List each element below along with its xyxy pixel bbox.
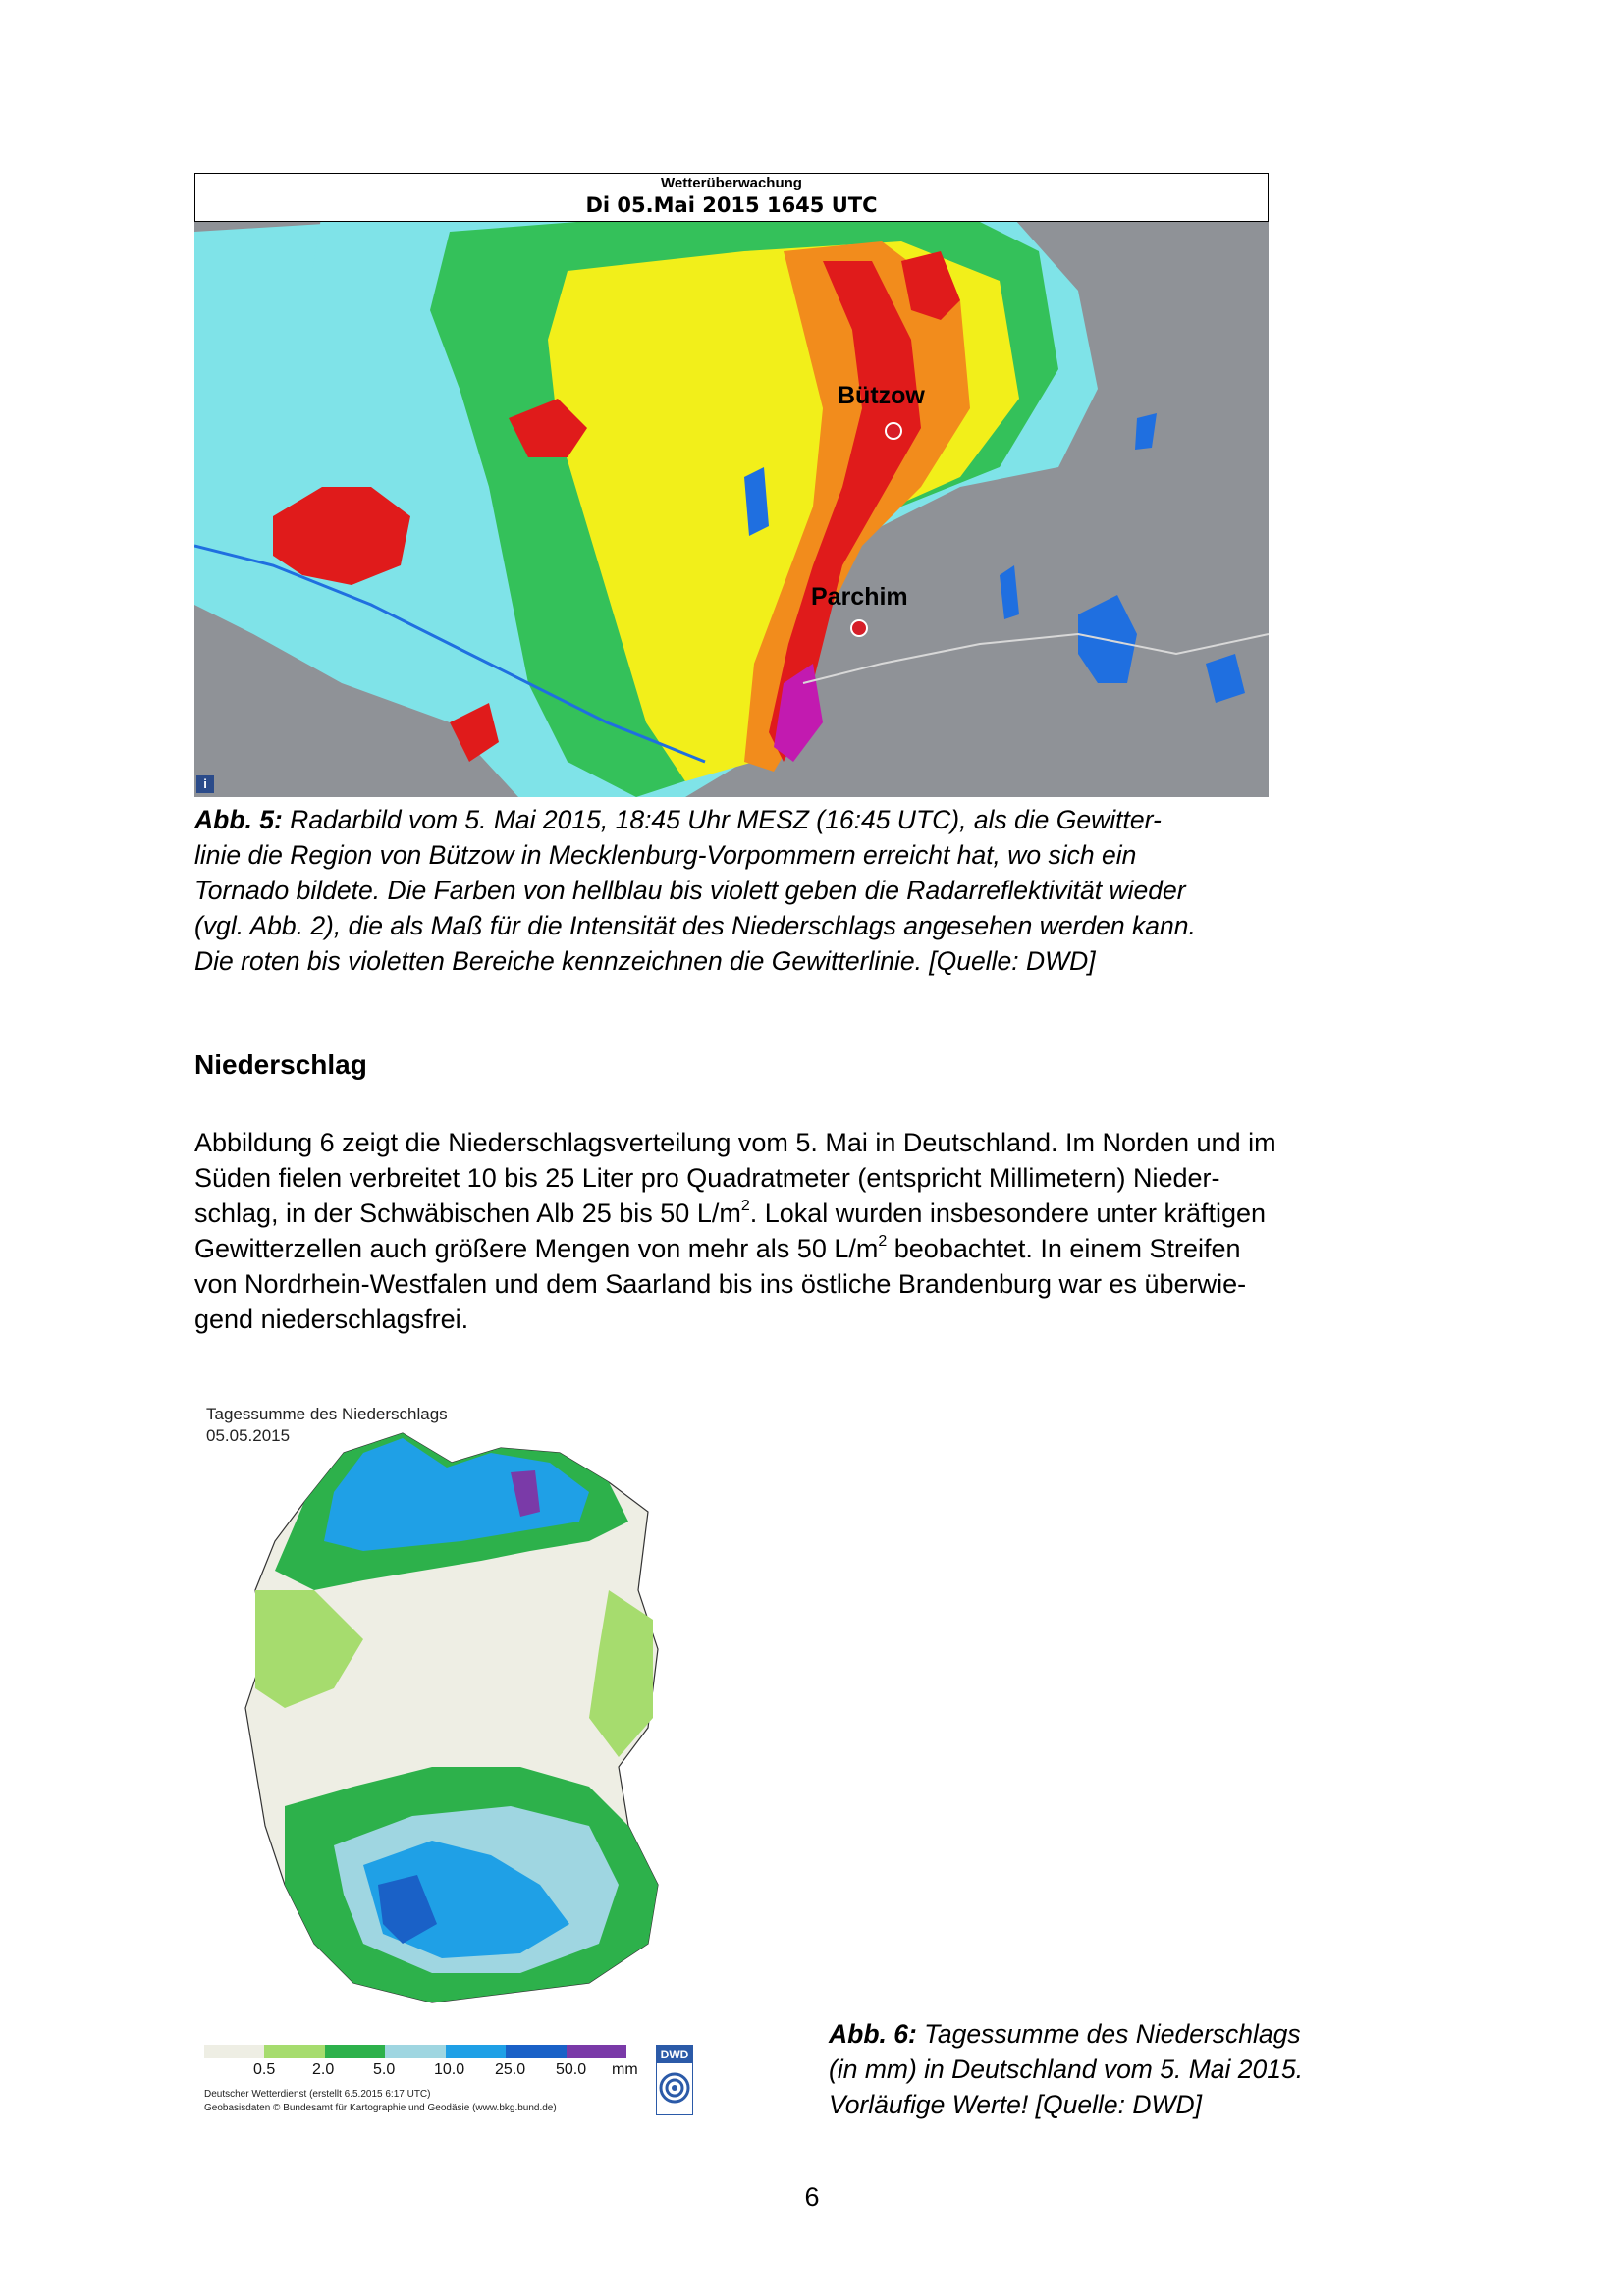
legend-swatch xyxy=(506,2045,566,2058)
dwd-swirl-icon xyxy=(657,2063,692,2112)
body-text: schlag, in der Schwäbischen Alb 25 bis 50 L/m xyxy=(194,1199,741,1228)
caption-line: Die roten bis violetten Bereiche kennzeichnen die Gewitterlinie. [Quelle: DWD] xyxy=(194,946,1096,976)
city-label-parchim: Parchim xyxy=(811,583,908,611)
caption-line: Tornado bildete. Die Farben von hellblau bis violett geben die Radarreflektivität wieder xyxy=(194,876,1186,905)
radar-header-title: Wetterüberwachung xyxy=(661,175,802,191)
caption-line: linie die Region von Bützow in Mecklenburg-Vorpommern erreicht hat, wo sich ein xyxy=(194,840,1137,870)
figure-5-caption xyxy=(194,802,1373,979)
caption-line: Tagessumme des Niederschlags xyxy=(916,2019,1301,2049)
dwd-logo-text: DWD xyxy=(657,2046,692,2063)
body-line: Abbildung 6 zeigt die Niederschlagsverteilung vom 5. Mai in Deutschland. Im Norden und im xyxy=(194,1128,1276,1157)
legend-label: 50.0 xyxy=(556,2061,587,2078)
figure-6-label: Abb. 6: xyxy=(829,2019,917,2049)
precipitation-map xyxy=(196,1394,707,2120)
body-line xyxy=(194,1231,1441,1266)
caption-line: Vorläufige Werte! [Quelle: DWD] xyxy=(829,2090,1202,2119)
radar-header-date: Di 05.Mai 2015 1645 UTC xyxy=(585,193,878,217)
legend-label: 5.0 xyxy=(373,2061,396,2078)
legend-swatch xyxy=(567,2045,626,2058)
legend-label: 0.5 xyxy=(253,2061,276,2078)
legend-label: 25.0 xyxy=(495,2061,526,2078)
caption-line: Radarbild vom 5. Mai 2015, 18:45 Uhr MESZ (16:45 UTC), als die Gewitter- xyxy=(282,805,1162,834)
germany-map-graphic xyxy=(196,1394,707,2042)
superscript: 2 xyxy=(740,1198,750,1214)
radar-image xyxy=(194,173,1269,797)
legend-swatch xyxy=(204,2045,264,2058)
precipitation-map-title xyxy=(206,1404,448,1447)
body-text: beobachtet. In einem Streifen xyxy=(887,1234,1241,1263)
legend-label: 10.0 xyxy=(434,2061,465,2078)
figure-5-label: Abb. 5: xyxy=(194,805,283,834)
section-heading: Niederschlag xyxy=(194,1049,367,1080)
superscript: 2 xyxy=(878,1233,888,1250)
legend-swatch xyxy=(446,2045,506,2058)
precipitation-legend-labels xyxy=(204,2061,646,2083)
dwd-logo xyxy=(656,2045,693,2115)
body-paragraph xyxy=(194,1125,1441,1337)
city-label-buetzow: Bützow xyxy=(838,382,925,409)
legend-swatch xyxy=(385,2045,445,2058)
radar-map-graphic xyxy=(194,173,1269,797)
body-line xyxy=(194,1196,1441,1231)
caption-line: (in mm) in Deutschland vom 5. Mai 2015. xyxy=(829,2055,1304,2084)
map-date-text: 05.05.2015 xyxy=(206,1426,291,1445)
body-line: Süden fielen verbreitet 10 bis 25 Liter pro Quadratmeter (entspricht Millimetern) Nieder- xyxy=(194,1163,1220,1193)
body-text: . Lokal wurden insbesondere unter kräftigen xyxy=(749,1199,1267,1228)
body-line: gend niederschlagsfrei. xyxy=(194,1305,469,1334)
legend-unit: mm xyxy=(612,2061,638,2078)
map-footer-geodata: Geobasisdaten © Bundesamt für Kartographie und Geodäsie (www.bkg.bund.de) xyxy=(204,2103,557,2113)
radar-header xyxy=(194,173,1269,222)
legend-swatch xyxy=(325,2045,385,2058)
body-line: von Nordrhein-Westfalen und dem Saarland bis ins östliche Brandenburg war es überwie- xyxy=(194,1269,1247,1299)
legend-label: 2.0 xyxy=(312,2061,335,2078)
caption-line: (vgl. Abb. 2), die als Maß für die Intensität des Niederschlags angesehen werden kann. xyxy=(194,911,1196,940)
legend-swatch xyxy=(264,2045,324,2058)
page-number: 6 xyxy=(804,2182,820,2212)
map-footer-credit: Deutscher Wetterdienst (erstellt 6.5.2015 6:17 UTC) xyxy=(204,2089,431,2100)
city-marker-buetzow xyxy=(885,422,902,440)
precipitation-legend-bar xyxy=(204,2045,626,2058)
city-marker-parchim xyxy=(850,619,868,637)
map-title-text: Tagessumme des Niederschlags xyxy=(206,1405,448,1423)
info-icon[interactable]: i xyxy=(196,775,214,793)
body-text: Gewitterzellen auch größere Mengen von mehr als 50 L/m xyxy=(194,1234,879,1263)
figure-6-caption xyxy=(829,2016,1379,2122)
